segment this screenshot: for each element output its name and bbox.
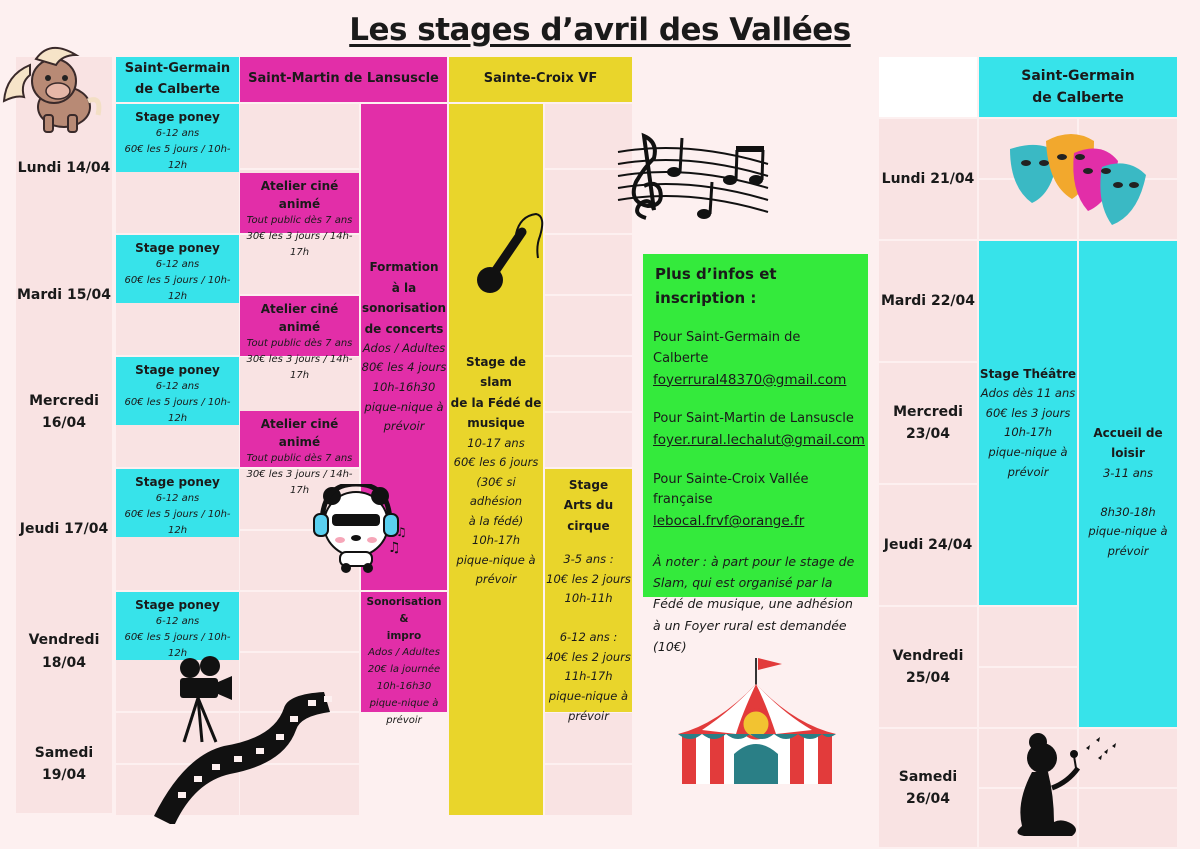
cine-cell — [240, 173, 359, 258]
info-scvf-email-link[interactable]: lebocal.frvf@orange.fr — [653, 513, 805, 530]
poney-age: 6-12 ans — [155, 381, 200, 392]
info-line: 6-12 ans : — [559, 630, 618, 645]
film-strip-icon — [148, 688, 348, 824]
day-label: Samedi 26/04 — [879, 729, 977, 847]
day-label: Lundi 14/04 — [17, 160, 111, 177]
info-line: 60€ les 3 jours — [985, 405, 1071, 420]
poney-age: 6-12 ans — [155, 128, 200, 139]
day-label: Samedi 19/04 — [34, 744, 94, 783]
info-line: pique-nique à — [364, 399, 444, 414]
cine-cell — [240, 411, 359, 496]
pony-icon — [2, 35, 106, 135]
day-label: Mercredi 23/04 — [879, 363, 977, 483]
info-line: Ados dès 11 ans — [980, 386, 1076, 401]
empty-slot — [545, 357, 632, 411]
poney-age: 6-12 ans — [155, 259, 200, 270]
info-line: Ados / Adultes — [368, 647, 440, 659]
info-sml-email-link[interactable]: foyer.rural.lechalut@gmail.com — [653, 431, 865, 448]
poney-price: 60€ les 5 jours / 10h-12h — [124, 397, 231, 424]
day-label: Jeudi 17/04 — [19, 521, 109, 538]
info-line: Ados / Adultes — [362, 340, 446, 355]
header-sainte-croix: Sainte-Croix VF — [449, 57, 632, 102]
theatre-title: Stage Théâtre — [979, 366, 1077, 381]
info-line: 10€ les 2 jours — [546, 571, 631, 586]
info-line: 11h-17h — [564, 669, 613, 684]
poney-price: 60€ les 5 jours / 10h-12h — [124, 275, 231, 302]
info-line: prévoir — [568, 708, 609, 723]
cine-title: Atelier ciné animé — [260, 417, 339, 449]
right-header-saint-germain: Saint-Germain de Calberte — [979, 57, 1177, 117]
cine-price: 30€ les 3 jours / 14h-17h — [246, 231, 353, 258]
circus-tent-icon — [672, 654, 842, 786]
cine-cell — [240, 296, 359, 381]
info-sgc-label: Pour Saint-Germain de Calberte — [653, 330, 801, 366]
cine-price: 30€ les 3 jours / 14h-17h — [246, 354, 353, 381]
day-label: Mardi 15/04 — [16, 286, 112, 303]
day-label: Lundi 21/04 — [879, 119, 977, 239]
empty-slot — [545, 296, 632, 355]
info-line: pique-nique à — [1088, 524, 1168, 539]
info-heading: Plus d’infos et inscription : — [655, 265, 777, 307]
info-line: 10-17 ans — [467, 435, 525, 450]
day-label: Mardi 22/04 — [879, 241, 977, 361]
microphone-icon — [474, 212, 548, 298]
info-line: à la fédé) — [468, 513, 524, 528]
day-label: Jeudi 24/04 — [879, 485, 977, 605]
info-sml-label: Pour Saint-Martin de Lansuscle — [653, 411, 854, 427]
cine-public: Tout public dès 7 ans — [246, 453, 353, 464]
empty-slot — [545, 413, 632, 467]
info-line: 3-11 ans — [1102, 465, 1154, 480]
poney-age: 6-12 ans — [155, 616, 200, 627]
info-line: 60€ les 6 jours — [453, 455, 539, 470]
info-line: 3-5 ans : — [563, 552, 614, 567]
slam-block — [449, 104, 543, 815]
empty-slot — [979, 668, 1077, 727]
info-line: 10h-16h30 — [376, 681, 432, 693]
header-saint-martin: Saint-Martin de Lansuscle — [240, 57, 447, 102]
panda-headphones-icon — [312, 484, 416, 574]
empty-slot — [116, 531, 239, 590]
cine-title: Atelier ciné animé — [260, 302, 339, 334]
info-line: 40€ les 2 jours — [546, 649, 631, 664]
info-line: 20€ la journée — [367, 664, 441, 676]
info-line: pique-nique à — [548, 689, 629, 703]
svg-text:♫: ♫ — [388, 540, 401, 556]
theatre-block — [979, 241, 1077, 605]
empty-slot — [240, 592, 359, 651]
poney-title: Stage poney — [135, 475, 220, 489]
sono-impro-block — [361, 592, 447, 727]
poney-cell — [116, 469, 239, 537]
poney-cell — [116, 357, 239, 425]
svg-text:♫: ♫ — [396, 525, 407, 539]
empty-slot — [545, 235, 632, 294]
info-line: 10h-11h — [564, 591, 613, 606]
info-line: 10h-17h — [472, 533, 520, 548]
info-line: prévoir — [386, 715, 422, 727]
poney-price: 60€ les 5 jours / 10h-12h — [124, 144, 231, 171]
poney-title: Stage poney — [135, 110, 220, 124]
day-label: Mercredi 16/04 — [29, 392, 99, 431]
empty-slot — [545, 765, 632, 815]
info-line: prévoir — [383, 419, 425, 434]
girl-dandelion-icon — [1012, 728, 1120, 838]
info-line: 80€ les 4 jours — [361, 360, 447, 375]
info-box — [643, 254, 868, 654]
poney-price: 60€ les 5 jours / 10h-12h — [124, 632, 231, 659]
info-sgc-email-link[interactable]: foyerrural48370@gmail.com — [653, 371, 847, 388]
day-label: Vendredi 25/04 — [879, 607, 977, 727]
info-line: prévoir — [1107, 543, 1149, 558]
poney-title: Stage poney — [135, 598, 220, 612]
day-label: Vendredi 18/04 — [28, 632, 100, 671]
info-line: pique-nique à — [369, 698, 439, 710]
page-title: Les stages d’avril des Vallées — [349, 12, 851, 48]
info-line: prévoir — [475, 572, 517, 587]
cirque-block — [545, 469, 632, 723]
poney-cell — [116, 104, 239, 172]
info-line — [1079, 483, 1177, 503]
cine-title: Atelier ciné animé — [260, 179, 339, 211]
empty-slot — [116, 170, 239, 233]
header-saint-germain: Saint-Germain de Calberte — [116, 57, 239, 102]
poney-title: Stage poney — [135, 241, 220, 255]
sono-impro-title: Sonorisation & impro — [366, 596, 442, 642]
right-corner-blank — [879, 57, 977, 117]
cine-public: Tout public dès 7 ans — [246, 215, 353, 226]
info-line — [545, 609, 632, 629]
music-notes-icon — [616, 128, 776, 228]
sonorisation-title: Formation à la sonorisation de concerts — [361, 260, 447, 336]
info-line: pique-nique à — [456, 552, 536, 567]
empty-slot — [240, 104, 359, 168]
loisir-block — [1079, 241, 1177, 727]
cine-public: Tout public dès 7 ans — [246, 338, 353, 349]
info-note: À noter : à part pour le stage de Slam, qui est organisé par la Fédé de musique, une adhésion à un Foyer rural est demandée (10€) — [653, 553, 855, 654]
cirque-title: Stage Arts du cirque — [563, 478, 614, 533]
poney-age: 6-12 ans — [155, 493, 200, 504]
info-line: (30€ si adhésion — [469, 474, 523, 509]
poney-cell — [116, 592, 239, 660]
info-line: 10h-16h30 — [372, 380, 436, 394]
poney-title: Stage poney — [135, 363, 220, 377]
slam-title: Stage de slam de la Fédé de musique — [450, 355, 542, 431]
info-scvf-label: Pour Sainte-Croix Vallée française — [653, 471, 809, 508]
cine-price: 30€ les 3 jours / 14h-17h — [246, 469, 353, 496]
info-line: prévoir — [1007, 464, 1049, 479]
info-line: 8h30-18h — [1100, 504, 1156, 519]
poney-price: 60€ les 5 jours / 10h-12h — [124, 509, 231, 536]
loisir-title: Accueil de loisir — [1093, 426, 1163, 461]
empty-slot — [979, 607, 1077, 666]
theatre-masks-icon — [1006, 131, 1150, 231]
poney-cell — [116, 235, 239, 303]
info-line: pique-nique à — [988, 444, 1068, 459]
info-line: 10h-17h — [1004, 425, 1052, 440]
